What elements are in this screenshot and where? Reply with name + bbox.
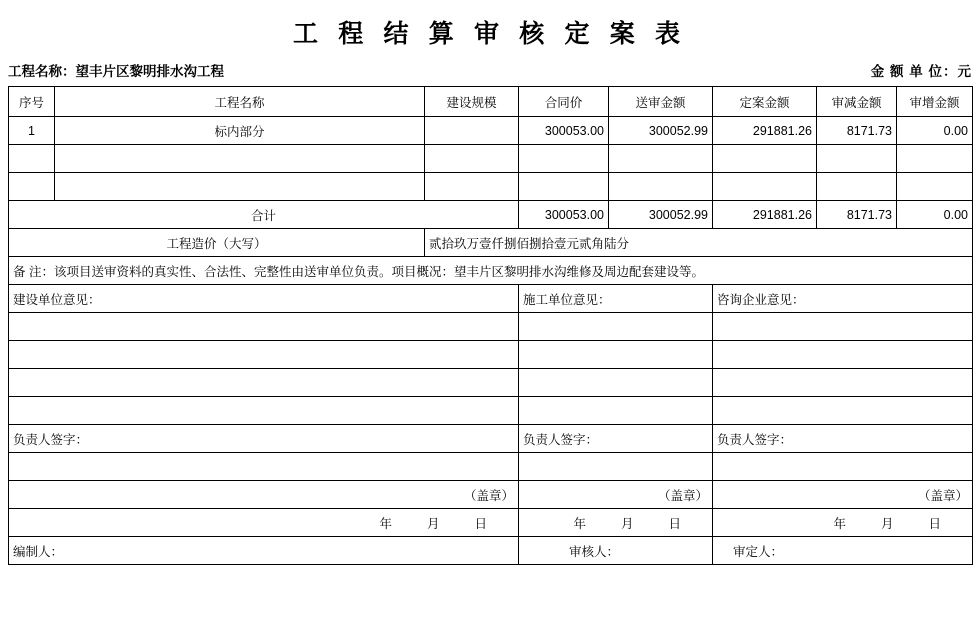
signature-space-consultant (713, 453, 973, 481)
col-header-submitted: 送审金额 (609, 87, 713, 117)
cell-increased (897, 173, 973, 201)
capital-amount-row (9, 229, 973, 257)
cell-contract-price (519, 145, 609, 173)
signature-space-row (9, 453, 973, 481)
cell-scale (425, 117, 519, 145)
cell-reduced (817, 173, 897, 201)
amount-unit-label: 金 额 单 位：元 (870, 64, 972, 79)
total-contract-price: 300053.00 (519, 201, 609, 229)
table-row (9, 173, 973, 201)
col-header-final: 定案金额 (713, 87, 817, 117)
opinion-body-row (9, 369, 973, 397)
signature-row (9, 425, 973, 453)
footer-row (9, 537, 973, 565)
table-row (9, 145, 973, 173)
date-year-construction: 年 (379, 516, 393, 531)
footer-reviewer: 审核人： (519, 537, 713, 565)
opinion-body-construction (9, 397, 519, 425)
date-month-consultant: 月 (880, 516, 895, 531)
cell-contract-price: 300053.00 (519, 117, 609, 145)
signature-construction: 负责人签字： (9, 425, 519, 453)
opinion-body-contractor (519, 397, 713, 425)
opinion-body-consultant (713, 369, 973, 397)
cell-submitted (609, 173, 713, 201)
cell-scale (425, 145, 519, 173)
opinion-title-construction: 建设单位意见： (9, 285, 519, 313)
col-header-contract-price: 合同价 (519, 87, 609, 117)
total-increased: 0.00 (897, 201, 973, 229)
date-contractor (519, 509, 713, 537)
total-submitted: 300052.99 (609, 201, 713, 229)
total-final: 291881.26 (713, 201, 817, 229)
col-header-reduced: 审减金额 (817, 87, 897, 117)
cell-reduced: 8171.73 (817, 117, 897, 145)
signature-contractor: 负责人签字： (519, 425, 713, 453)
opinion-body-row (9, 397, 973, 425)
header-line (0, 60, 980, 86)
capital-amount-value: 贰拾玖万壹仟捌佰捌拾壹元贰角陆分 (425, 229, 973, 257)
cell-final (713, 173, 817, 201)
cell-name: 标内部分 (55, 117, 425, 145)
cell-name (55, 145, 425, 173)
opinion-body-consultant (713, 313, 973, 341)
seal-contractor: （盖章） (519, 481, 713, 509)
date-year-consultant: 年 (833, 516, 847, 531)
date-month-construction: 月 (426, 516, 441, 531)
opinion-body-construction (9, 313, 519, 341)
page-title: 工 程 结 算 审 核 定 案 表 (292, 21, 687, 48)
capital-amount-label: 工程造价（大写） (9, 229, 425, 257)
cell-name (55, 173, 425, 201)
date-year-contractor: 年 (573, 516, 587, 531)
audit-table (8, 86, 973, 565)
seal-row (9, 481, 973, 509)
opinion-body-construction (9, 341, 519, 369)
opinion-title-consultant: 咨询企业意见： (713, 285, 973, 313)
col-header-name: 工程名称 (55, 87, 425, 117)
opinion-body-consultant (713, 341, 973, 369)
opinion-body-row (9, 313, 973, 341)
opinion-body-contractor (519, 341, 713, 369)
footer-approver: 审定人： (713, 537, 973, 565)
cell-index: 1 (9, 117, 55, 145)
cell-final: 291881.26 (713, 117, 817, 145)
cell-contract-price (519, 173, 609, 201)
date-row (9, 509, 973, 537)
cell-increased (897, 145, 973, 173)
cell-index (9, 145, 55, 173)
cell-increased: 0.00 (897, 117, 973, 145)
signature-consultant: 负责人签字： (713, 425, 973, 453)
total-label: 合计 (9, 201, 519, 229)
opinion-title-contractor: 施工单位意见： (519, 285, 713, 313)
project-name (8, 60, 224, 80)
seal-construction: （盖章） (9, 481, 519, 509)
date-consultant (713, 509, 973, 537)
opinion-body-contractor (519, 369, 713, 397)
signature-space-construction (9, 453, 519, 481)
seal-consultant: （盖章） (713, 481, 973, 509)
opinion-body-row (9, 341, 973, 369)
cell-scale (425, 173, 519, 201)
opinion-body-construction (9, 369, 519, 397)
remark-text: 备 注：该项目送审资料的真实性、合法性、完整性由送审单位负责。项目概况：望丰片区黎明排水沟维修及周边配套建设等。 (9, 257, 973, 285)
date-construction (9, 509, 519, 537)
footer-preparer: 编制人： (9, 537, 519, 565)
project-name-label: 工程名称： (8, 64, 76, 79)
date-day-contractor: 日 (668, 516, 682, 531)
table-header-row (9, 87, 973, 117)
cell-submitted (609, 145, 713, 173)
signature-space-contractor (519, 453, 713, 481)
table-total-row (9, 201, 973, 229)
cell-submitted: 300052.99 (609, 117, 713, 145)
date-day-construction: 日 (474, 516, 488, 531)
col-header-scale: 建设规模 (425, 87, 519, 117)
remark-row (9, 257, 973, 285)
cell-reduced (817, 145, 897, 173)
cell-final (713, 145, 817, 173)
opinion-body-consultant (713, 397, 973, 425)
total-reduced: 8171.73 (817, 201, 897, 229)
date-month-contractor: 月 (620, 516, 635, 531)
table-row (9, 117, 973, 145)
project-name-value: 望丰片区黎明排水沟工程 (75, 64, 224, 79)
date-day-consultant: 日 (928, 516, 942, 531)
opinion-body-contractor (519, 313, 713, 341)
cell-index (9, 173, 55, 201)
opinion-title-row (9, 285, 973, 313)
col-header-index: 序号 (9, 87, 55, 117)
col-header-increased: 审增金额 (897, 87, 973, 117)
